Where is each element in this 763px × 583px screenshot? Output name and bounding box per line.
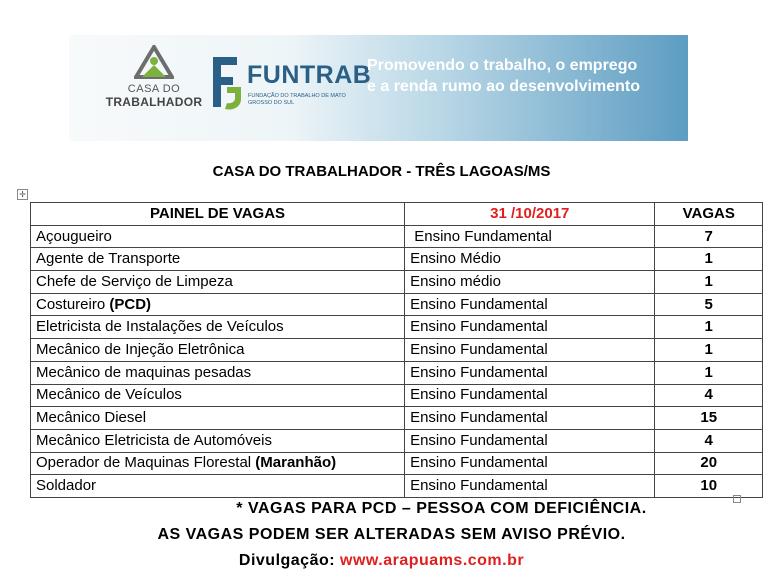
tagline-line1: Promovendo o trabalho, o emprego	[367, 57, 638, 74]
pcd-note: * VAGAS PARA PCD – PESSOA COM DEFICIÊNCIA.	[236, 500, 647, 517]
table-header-row	[31, 203, 763, 226]
job-title-cell	[31, 384, 405, 407]
education-cell: Ensino Fundamental	[405, 316, 655, 339]
vacancy-count-cell: 10	[655, 475, 763, 498]
job-title-cell	[31, 475, 405, 498]
vacancies-table	[30, 202, 763, 498]
table-row	[31, 339, 763, 362]
funtrab-logo	[207, 53, 377, 123]
vacancy-count-cell: 1	[655, 271, 763, 294]
education-cell: Ensino Fundamental	[405, 339, 655, 362]
casa-logo-line2: TRABALHADOR	[105, 95, 203, 109]
education-cell: Ensino Fundamental	[405, 225, 655, 248]
funtrab-name: FUNTRAB	[247, 61, 372, 89]
table-row	[31, 384, 763, 407]
vacancy-count-cell: 1	[655, 316, 763, 339]
job-title-cell	[31, 316, 405, 339]
divulgacao-line	[0, 552, 763, 570]
table-row	[31, 407, 763, 430]
education-cell: Ensino Fundamental	[405, 361, 655, 384]
education-cell: Ensino Fundamental	[405, 475, 655, 498]
vacancy-count-cell: 1	[655, 248, 763, 271]
page-title: CASA DO TRABALHADOR - TRÊS LAGOAS/MS	[212, 163, 551, 180]
job-title-cell	[31, 429, 405, 452]
job-title: Costureiro	[36, 295, 110, 313]
job-title: Açougueiro	[36, 227, 112, 245]
table-row	[31, 271, 763, 294]
job-title-cell	[31, 225, 405, 248]
job-title-cell	[31, 293, 405, 316]
job-title: Eletricista de Instalações de Veículos	[36, 318, 284, 336]
vacancy-count-cell: 4	[655, 384, 763, 407]
job-title-cell	[31, 361, 405, 384]
table-row	[31, 225, 763, 248]
job-title: Mecânico Eletricista de Automóveis	[36, 431, 272, 449]
vacancy-count-cell: 15	[655, 407, 763, 430]
job-title: Mecânico de Veículos	[36, 386, 182, 404]
job-title-cell	[31, 407, 405, 430]
table-row	[31, 452, 763, 475]
table-row	[31, 293, 763, 316]
table-move-handle-icon[interactable]: ✛	[17, 189, 28, 200]
job-title-cell	[31, 271, 405, 294]
education-cell: Ensino Fundamental	[405, 384, 655, 407]
funtrab-logo-icon	[207, 53, 245, 113]
vacancy-count-cell: 4	[655, 429, 763, 452]
education-cell: Ensino Fundamental	[405, 293, 655, 316]
job-title: Mecânico de Injeção Eletrônica	[36, 340, 245, 358]
vacancy-count-cell: 7	[655, 225, 763, 248]
divulgacao-url[interactable]: www.arapuams.com.br	[340, 552, 525, 569]
job-title: Operador de Maquinas Florestal	[36, 454, 256, 472]
job-title-cell	[31, 248, 405, 271]
table-row	[31, 316, 763, 339]
table-row	[31, 475, 763, 498]
job-title: Soldador	[36, 477, 97, 495]
table-row	[31, 248, 763, 271]
vacancy-count-cell: 1	[655, 339, 763, 362]
casa-do-trabalhador-logo	[99, 45, 209, 135]
job-title: Agente de Transporte	[36, 250, 181, 268]
header-vacancies: VAGAS	[655, 203, 763, 226]
table-row	[31, 361, 763, 384]
tagline-line2: e a renda rumo ao desenvolvimento	[367, 78, 640, 95]
header-panel: PAINEL DE VAGAS	[31, 203, 405, 226]
vacancy-count-cell: 5	[655, 293, 763, 316]
table-row	[31, 429, 763, 452]
education-cell: Ensino Fundamental	[405, 407, 655, 430]
education-cell: Ensino Fundamental	[405, 429, 655, 452]
vacancy-count-cell: 20	[655, 452, 763, 475]
job-title-cell	[31, 452, 405, 475]
casa-logo-line1: CASA DO	[127, 83, 181, 95]
education-cell: Ensino Médio	[405, 248, 655, 271]
header-date: 31 /10/2017	[405, 203, 655, 226]
job-title: Chefe de Serviço de Limpeza	[36, 272, 233, 290]
job-qualifier: (Maranhão)	[255, 454, 337, 472]
education-cell: Ensino médio	[405, 271, 655, 294]
funtrab-subtitle: FUNDAÇÃO DO TRABALHO DE MATO GROSSO DO SUL	[248, 93, 346, 106]
job-title: Mecânico de maquinas pesadas	[36, 363, 252, 381]
job-title: Mecânico Diesel	[36, 409, 147, 427]
change-note: AS VAGAS PODEM SER ALTERADAS SEM AVISO PRÉVIO.	[157, 526, 626, 543]
banner-tagline	[367, 55, 677, 97]
job-title-cell	[31, 339, 405, 362]
casa-logo-icon	[134, 45, 174, 81]
divulgacao-label: Divulgação:	[238, 552, 341, 569]
education-cell: Ensino Fundamental	[405, 452, 655, 475]
header-banner	[69, 35, 688, 141]
job-qualifier: (PCD)	[109, 295, 152, 313]
vacancy-count-cell: 1	[655, 361, 763, 384]
